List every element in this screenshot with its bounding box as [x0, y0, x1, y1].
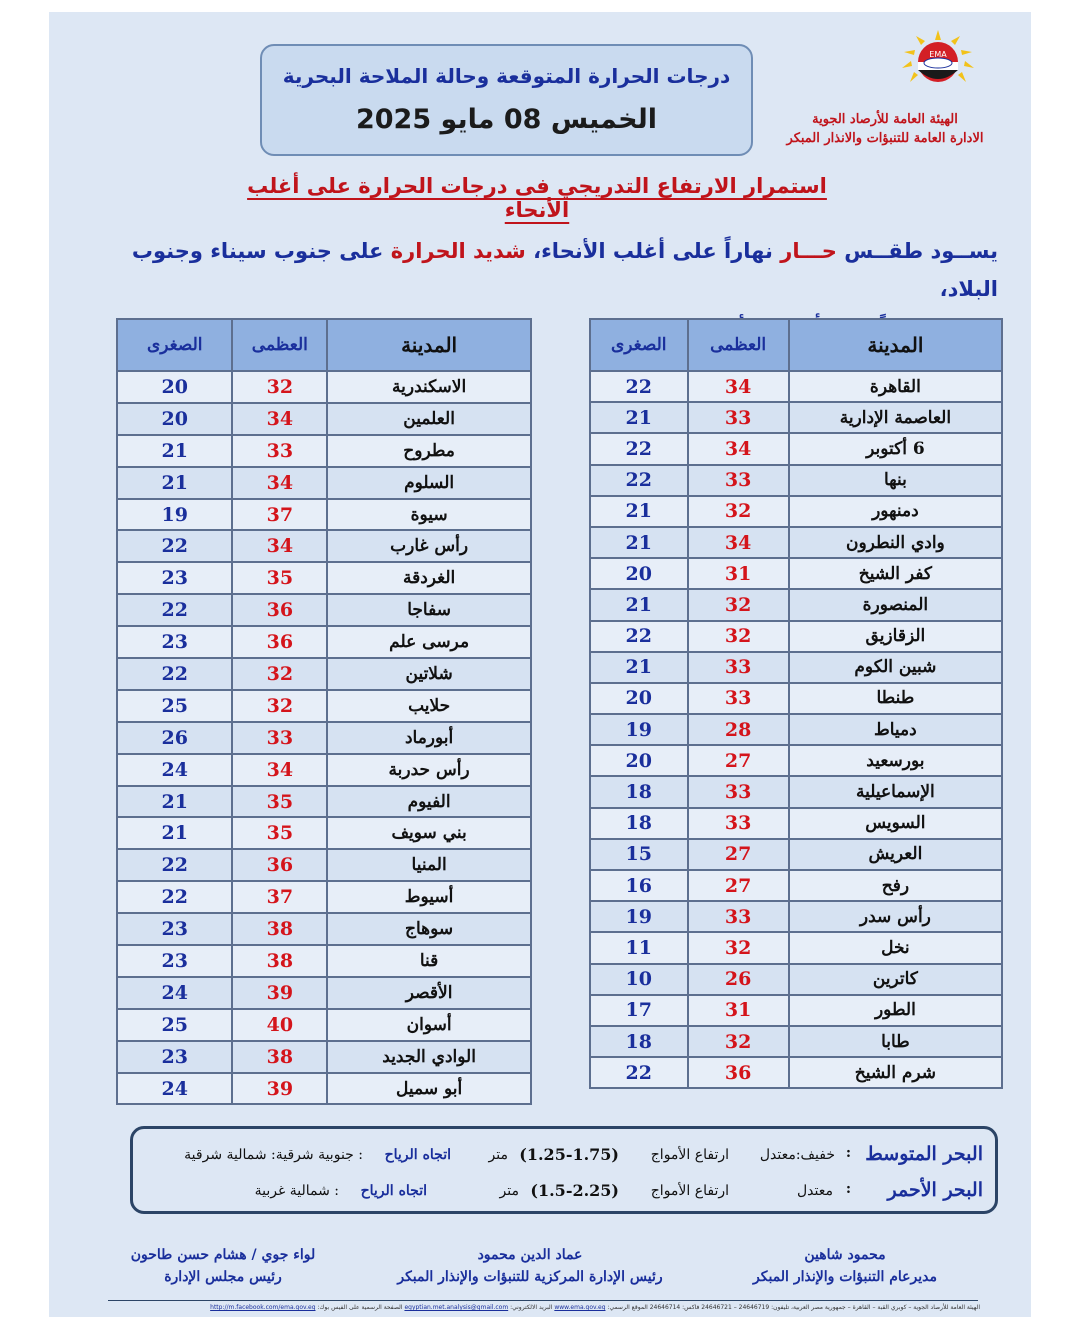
max-temp-cell: 36 — [688, 1057, 789, 1088]
sea-name: البحر الأحمر — [887, 1179, 983, 1201]
table-row — [117, 754, 531, 786]
city-cell: العريش — [789, 839, 1002, 870]
city-cell: الوادي الجديد — [327, 1041, 531, 1073]
min-temp-cell: 24 — [117, 754, 232, 786]
table-row — [590, 652, 1002, 683]
min-temp-cell: 25 — [117, 690, 232, 722]
city-cell: بنها — [789, 465, 1002, 496]
footer-website-link[interactable]: www.ema.gov.eg — [554, 1304, 606, 1311]
table-row — [117, 594, 531, 626]
min-temp-cell: 26 — [117, 722, 232, 754]
min-temp-cell: 24 — [117, 1073, 232, 1105]
signature-title: رئيس الإدارة المركزية للتنبؤات والإنذار المبكر — [397, 1269, 663, 1285]
footer-facebook-label: الصفحة الرسمية على الفيس بوك: — [317, 1304, 403, 1311]
max-temp-cell: 32 — [232, 658, 327, 690]
signature-title: رئيس مجلس الإدارة — [164, 1269, 282, 1285]
max-temp-cell: 36 — [232, 594, 327, 626]
header-city: المدينة — [327, 319, 531, 371]
min-temp-cell: 21 — [590, 589, 688, 620]
min-temp-cell: 22 — [117, 530, 232, 562]
max-temp-cell: 32 — [688, 496, 789, 527]
max-temp-cell: 32 — [688, 621, 789, 652]
signature-name: عماد الدين محمود — [477, 1247, 583, 1263]
min-temp-cell: 23 — [117, 1041, 232, 1073]
city-cell: دمنهور — [789, 496, 1002, 527]
table-row — [117, 403, 531, 435]
max-temp-cell: 38 — [232, 913, 327, 945]
wind-value: : جنوبية شرقية: شمالية شرقية — [184, 1147, 363, 1163]
table-row — [590, 621, 1002, 652]
min-temp-cell: 21 — [590, 496, 688, 527]
city-cell: كاترين — [789, 964, 1002, 995]
min-temp-cell: 22 — [117, 594, 232, 626]
table-header-row — [117, 319, 531, 371]
signature-name: لواء جوي / هشام حسن طاحون — [130, 1247, 316, 1263]
table-row — [117, 913, 531, 945]
city-cell: أبورماد — [327, 722, 531, 754]
city-cell: بني سويف — [327, 817, 531, 849]
table-row — [117, 1041, 531, 1073]
table-row — [590, 901, 1002, 932]
max-temp-cell: 33 — [688, 808, 789, 839]
max-temp-cell: 28 — [688, 714, 789, 745]
footer — [104, 1304, 980, 1311]
max-temp-cell: 26 — [688, 964, 789, 995]
wave-unit: متر — [499, 1183, 519, 1199]
max-temp-cell: 33 — [688, 683, 789, 714]
ema-logo-icon — [900, 30, 976, 90]
city-cell: شبين الكوم — [789, 652, 1002, 683]
max-temp-cell: 32 — [688, 589, 789, 620]
city-cell: حلايب — [327, 690, 531, 722]
city-cell: الإسماعيلية — [789, 776, 1002, 807]
table-row — [117, 786, 531, 818]
city-cell: مرسى علم — [327, 626, 531, 658]
max-temp-cell: 34 — [232, 403, 327, 435]
max-temp-cell: 37 — [232, 881, 327, 913]
max-temp-cell: 38 — [232, 1041, 327, 1073]
city-cell: رفح — [789, 870, 1002, 901]
min-temp-cell: 10 — [590, 964, 688, 995]
signature-2 — [380, 1244, 680, 1288]
table-row — [117, 849, 531, 881]
table-row — [117, 562, 531, 594]
table-row — [590, 558, 1002, 589]
table-row — [117, 1073, 531, 1105]
summary-highlight-very-hot: شديد الحرارة — [390, 239, 526, 263]
table-row — [590, 371, 1002, 402]
header-min: الصغرى — [117, 319, 232, 371]
max-temp-cell: 34 — [688, 371, 789, 402]
sea-row-red-sea — [145, 1179, 983, 1209]
min-temp-cell: 15 — [590, 839, 688, 870]
city-cell: أسيوط — [327, 881, 531, 913]
max-temp-cell: 39 — [232, 1073, 327, 1105]
table-row — [117, 435, 531, 467]
min-temp-cell: 22 — [590, 465, 688, 496]
footer-email-link[interactable]: egyptian.met.analysis@gmail.com — [404, 1304, 509, 1311]
sea-state-box — [130, 1126, 998, 1214]
table-row — [590, 776, 1002, 807]
city-cell: سفاجا — [327, 594, 531, 626]
bulletin-title: درجات الحرارة المتوقعة وحالة الملاحة البحرية — [282, 64, 731, 88]
city-cell: رأس غارب — [327, 530, 531, 562]
org-line-1: الهيئة العامة للأرصاد الجوية — [812, 112, 958, 127]
table-row — [590, 714, 1002, 745]
min-temp-cell: 16 — [590, 870, 688, 901]
min-temp-cell: 25 — [117, 1009, 232, 1041]
city-cell: رأس حدربة — [327, 754, 531, 786]
max-temp-cell: 33 — [232, 435, 327, 467]
table-row — [590, 839, 1002, 870]
min-temp-cell: 22 — [117, 658, 232, 690]
city-cell: الزقازيق — [789, 621, 1002, 652]
min-temp-cell: 21 — [590, 527, 688, 558]
min-temp-cell: 21 — [117, 786, 232, 818]
min-temp-cell: 23 — [117, 945, 232, 977]
table-row — [117, 722, 531, 754]
max-temp-cell: 37 — [232, 499, 327, 531]
table-row — [117, 530, 531, 562]
summary-line-1 — [90, 232, 998, 308]
table-row — [590, 496, 1002, 527]
city-cell: وادي النطرون — [789, 527, 1002, 558]
max-temp-cell: 27 — [688, 839, 789, 870]
wave-label: ارتفاع الأمواج — [650, 1147, 729, 1163]
min-temp-cell: 22 — [590, 371, 688, 402]
table-row — [117, 817, 531, 849]
table-row — [117, 690, 531, 722]
max-temp-cell: 31 — [688, 558, 789, 589]
city-cell: الغردقة — [327, 562, 531, 594]
max-temp-cell: 33 — [688, 776, 789, 807]
min-temp-cell: 20 — [117, 371, 232, 403]
max-temp-cell: 34 — [688, 433, 789, 464]
min-temp-cell: 20 — [590, 558, 688, 589]
table-row — [117, 467, 531, 499]
min-temp-cell: 21 — [590, 652, 688, 683]
sea-separator: : — [845, 1181, 851, 1197]
min-temp-cell: 23 — [117, 626, 232, 658]
max-temp-cell: 27 — [688, 745, 789, 776]
summary-part: على جنوب سيناء وجنوب البلاد، — [131, 239, 998, 301]
table-row — [590, 808, 1002, 839]
city-cell: نخل — [789, 932, 1002, 963]
wave-value: (1.5-2.25) — [530, 1181, 619, 1200]
footer-email-label: البريد الالكتروني: — [510, 1304, 553, 1311]
min-temp-cell: 18 — [590, 1026, 688, 1057]
city-cell: العاصمة الإدارية — [789, 402, 1002, 433]
max-temp-cell: 31 — [688, 995, 789, 1026]
city-cell: المنيا — [327, 849, 531, 881]
headline: استمرار الارتفاع التدريجي فى درجات الحرارة على أغلب الأنحاء — [247, 174, 827, 222]
footer-facebook-link[interactable]: http://m.facebook.com/ema.gov.eg — [210, 1304, 316, 1311]
sea-row-mediterranean — [145, 1143, 983, 1173]
signature-1 — [740, 1244, 950, 1288]
table-row — [590, 995, 1002, 1026]
table-row — [590, 1057, 1002, 1088]
temperature-table-2 — [116, 318, 532, 1105]
city-cell: السويس — [789, 808, 1002, 839]
min-temp-cell: 20 — [590, 683, 688, 714]
header-max: العظمى — [232, 319, 327, 371]
city-cell: رأس سدر — [789, 901, 1002, 932]
city-cell: شلاتين — [327, 658, 531, 690]
max-temp-cell: 34 — [232, 467, 327, 499]
city-cell: العلمين — [327, 403, 531, 435]
city-cell: الطور — [789, 995, 1002, 1026]
sea-name: البحر المتوسط — [865, 1143, 983, 1165]
city-cell: طابا — [789, 1026, 1002, 1057]
summary-part: نهاراً على أغلب الأنحاء، — [525, 239, 781, 263]
city-cell: مطروح — [327, 435, 531, 467]
table-row — [590, 589, 1002, 620]
city-cell: طنطا — [789, 683, 1002, 714]
title-box — [260, 44, 753, 156]
table-header-row — [590, 319, 1002, 371]
min-temp-cell: 24 — [117, 977, 232, 1009]
min-temp-cell: 19 — [590, 901, 688, 932]
max-temp-cell: 39 — [232, 977, 327, 1009]
bulletin-date: الخميس 08 مايو 2025 — [355, 104, 657, 135]
max-temp-cell: 35 — [232, 786, 327, 818]
max-temp-cell: 35 — [232, 817, 327, 849]
min-temp-cell: 19 — [117, 499, 232, 531]
sea-state: خفيف:معتدل — [759, 1147, 835, 1163]
min-temp-cell: 21 — [117, 817, 232, 849]
min-temp-cell: 22 — [590, 621, 688, 652]
city-cell: دمياط — [789, 714, 1002, 745]
city-cell: 6 أكتوبر — [789, 433, 1002, 464]
table-row — [117, 626, 531, 658]
min-temp-cell: 21 — [590, 402, 688, 433]
max-temp-cell: 33 — [688, 652, 789, 683]
max-temp-cell: 40 — [232, 1009, 327, 1041]
table-row — [590, 964, 1002, 995]
max-temp-cell: 34 — [232, 530, 327, 562]
city-cell: السلوم — [327, 467, 531, 499]
min-temp-cell: 23 — [117, 562, 232, 594]
table-row — [117, 881, 531, 913]
city-cell: الاسكندرية — [327, 371, 531, 403]
table-row — [117, 1009, 531, 1041]
city-cell: قنا — [327, 945, 531, 977]
signature-title: مديرعام التنبؤات والإنذار المبكر — [753, 1269, 937, 1285]
signature-name: محمود شاهين — [804, 1247, 886, 1263]
wave-label: ارتفاع الأمواج — [650, 1183, 729, 1199]
organization-name — [770, 110, 1000, 148]
city-cell: القاهرة — [789, 371, 1002, 402]
sea-state: معتدل — [797, 1183, 833, 1199]
table-row — [590, 683, 1002, 714]
table-row — [117, 945, 531, 977]
min-temp-cell: 21 — [117, 467, 232, 499]
sea-separator: : — [845, 1145, 851, 1161]
table-row — [590, 402, 1002, 433]
table-row — [117, 658, 531, 690]
header-min: الصغرى — [590, 319, 688, 371]
min-temp-cell: 18 — [590, 808, 688, 839]
min-temp-cell: 23 — [117, 913, 232, 945]
table-row — [117, 371, 531, 403]
max-temp-cell: 32 — [688, 932, 789, 963]
min-temp-cell: 22 — [590, 1057, 688, 1088]
max-temp-cell: 34 — [688, 527, 789, 558]
city-cell: الفيوم — [327, 786, 531, 818]
summary-part: يســود طقــس — [836, 239, 998, 263]
min-temp-cell: 11 — [590, 932, 688, 963]
city-cell: سيوة — [327, 499, 531, 531]
max-temp-cell: 36 — [232, 849, 327, 881]
min-temp-cell: 22 — [590, 433, 688, 464]
max-temp-cell: 33 — [688, 465, 789, 496]
max-temp-cell: 32 — [232, 371, 327, 403]
max-temp-cell: 38 — [232, 945, 327, 977]
signature-3 — [118, 1244, 328, 1288]
wind-label: اتجاه الرياح — [360, 1183, 427, 1199]
max-temp-cell: 36 — [232, 626, 327, 658]
max-temp-cell: 27 — [688, 870, 789, 901]
min-temp-cell: 22 — [117, 881, 232, 913]
max-temp-cell: 33 — [232, 722, 327, 754]
max-temp-cell: 34 — [232, 754, 327, 786]
min-temp-cell: 18 — [590, 776, 688, 807]
org-line-2: الادارة العامة للتنبؤات والانذار المبكر — [786, 131, 984, 146]
table-row — [590, 745, 1002, 776]
wave-value: (1.25-1.75) — [519, 1145, 619, 1164]
min-temp-cell: 19 — [590, 714, 688, 745]
header-max: العظمى — [688, 319, 789, 371]
city-cell: المنصورة — [789, 589, 1002, 620]
table-row — [590, 527, 1002, 558]
city-cell: بورسعيد — [789, 745, 1002, 776]
city-cell: أبو سميل — [327, 1073, 531, 1105]
min-temp-cell: 20 — [117, 403, 232, 435]
max-temp-cell: 35 — [232, 562, 327, 594]
city-cell: شرم الشيخ — [789, 1057, 1002, 1088]
temperature-table-1 — [589, 318, 1003, 1089]
city-cell: كفر الشيخ — [789, 558, 1002, 589]
min-temp-cell: 17 — [590, 995, 688, 1026]
wind-label: اتجاه الرياح — [384, 1147, 451, 1163]
city-cell: الأقصر — [327, 977, 531, 1009]
max-temp-cell: 33 — [688, 402, 789, 433]
table-row — [117, 499, 531, 531]
header-city: المدينة — [789, 319, 1002, 371]
wind-value: : شمالية غربية — [254, 1183, 339, 1199]
max-temp-cell: 32 — [688, 1026, 789, 1057]
min-temp-cell: 21 — [117, 435, 232, 467]
table-row — [590, 433, 1002, 464]
svg-text:EMA: EMA — [929, 50, 947, 59]
table-row — [590, 932, 1002, 963]
table-row — [117, 977, 531, 1009]
wave-unit: متر — [488, 1147, 508, 1163]
footer-divider — [108, 1300, 978, 1301]
table-row — [590, 465, 1002, 496]
table-row — [590, 1026, 1002, 1057]
min-temp-cell: 22 — [117, 849, 232, 881]
table-row — [590, 870, 1002, 901]
max-temp-cell: 33 — [688, 901, 789, 932]
city-cell: سوهاج — [327, 913, 531, 945]
footer-address: الهيئة العامة للأرصاد الجوية – كوبري القبة – القاهرة – جمهورية مصر العربية، تليفون: 24646719 – 24646721 فاكس: 24646714 الموقع الرسمي: — [607, 1304, 980, 1311]
city-cell: أسوان — [327, 1009, 531, 1041]
summary-highlight-hot: حـــار — [780, 239, 837, 263]
min-temp-cell: 20 — [590, 745, 688, 776]
max-temp-cell: 32 — [232, 690, 327, 722]
